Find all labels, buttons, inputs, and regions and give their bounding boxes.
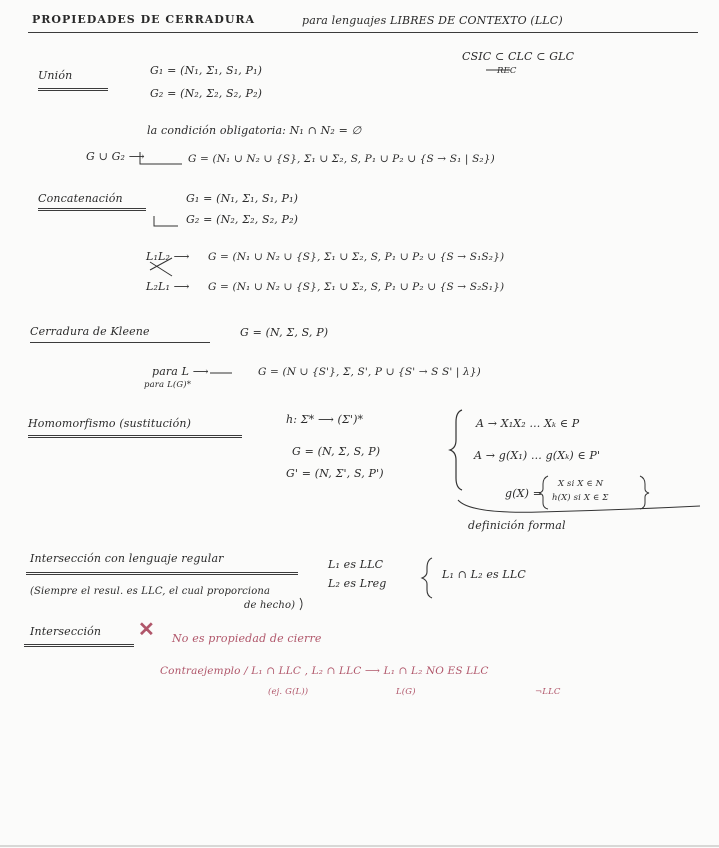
intersection-tag-1: (ej. G(L)) bbox=[268, 687, 309, 697]
union-condition: la condición obligatoria: N₁ ∩ N₂ = ∅ bbox=[147, 124, 362, 137]
intersection-not-property: No es propiedad de cierre bbox=[172, 632, 322, 645]
homomorphism-map: h: Σ* ⟶ (Σ')* bbox=[286, 413, 364, 426]
concatenation-grammar-2: G₂ = (N₂, Σ₂, S₂, P₂) bbox=[186, 213, 299, 226]
intersection-regular-l1: L₁ es LLC bbox=[328, 558, 384, 571]
kleene-grammar: G = (N, Σ, S, P) bbox=[240, 326, 329, 339]
homomorphism-grammar-1: G = (N, Σ, S, P) bbox=[292, 445, 381, 458]
class-relation-note: REC bbox=[497, 66, 517, 76]
concatenation-row2-prefix: L₂L₁ ⟶ bbox=[146, 280, 190, 293]
concatenation-underline bbox=[38, 208, 146, 211]
intersection-counterexample: Contraejemplo / L₁ ∩ LLC , L₂ ∩ LLC ⟶ L₁ ∩ L₂ NO ES LLC bbox=[160, 665, 489, 677]
concatenation-row2: G = (N₁ ∪ N₂ ∪ {S}, Σ₁ ∪ Σ₂, S, P₁ ∪ P₂ ∪ {S → S₂S₁}) bbox=[208, 281, 505, 293]
section-label-concatenation: Concatenación bbox=[38, 192, 123, 205]
concatenation-grammar-1: G₁ = (N₁, Σ₁, S₁, P₁) bbox=[186, 192, 299, 205]
kleene-result: G = (N ∪ {S'}, Σ, S', P ∪ {S' → S S' | λ}) bbox=[258, 366, 481, 378]
kleene-note: para L(G)* bbox=[144, 380, 192, 390]
intersection-regular-note-1: (Siempre el resul. es LLC, el cual proporciona bbox=[30, 586, 271, 597]
homomorphism-grammar-2: G' = (N, Σ', S, P') bbox=[286, 467, 384, 480]
union-result: G = (N₁ ∪ N₂ ∪ {S}, Σ₁ ∪ Σ₂, S, P₁ ∪ P₂ ∪ {S → S₁ | S₂}) bbox=[188, 153, 495, 165]
homomorphism-rule-1: A → X₁X₂ ... Xₖ ∈ P bbox=[476, 417, 580, 430]
page-subtitle: para lenguajes LIBRES DE CONTEXTO (LLC) bbox=[302, 14, 563, 27]
intersection-regular-underline bbox=[26, 572, 298, 575]
intersection-underline bbox=[24, 644, 134, 647]
homomorphism-def-case-1: X si X ∈ N bbox=[558, 479, 604, 489]
concatenation-row1: G = (N₁ ∪ N₂ ∪ {S}, Σ₁ ∪ Σ₂, S, P₁ ∪ P₂ ∪ {S → S₁S₂}) bbox=[208, 251, 505, 263]
intersection-regular-note-2: de hecho) bbox=[244, 600, 296, 611]
section-label-intersection-regular: Intersección con lenguaje regular bbox=[30, 552, 224, 565]
homomorphism-def-case-2: h(X) si X ∈ Σ bbox=[552, 493, 609, 503]
kleene-prefix: para L ⟶ bbox=[152, 365, 209, 378]
page-title: PROPIEDADES DE CERRADURA bbox=[32, 13, 256, 26]
section-label-intersection: Intersección bbox=[30, 625, 102, 638]
class-relation: CSIC ⊂ CLC ⊂ GLC bbox=[462, 50, 575, 63]
homomorphism-def-lhs: g(X) = bbox=[505, 487, 543, 500]
homomorphism-formal-note: definición formal bbox=[468, 519, 566, 532]
homomorphism-underline bbox=[28, 435, 242, 438]
intersection-tag-2: L(G) bbox=[396, 687, 416, 697]
intersection-tag-3: ¬LLC bbox=[535, 687, 561, 697]
section-label-kleene: Cerradura de Kleene bbox=[30, 325, 150, 338]
union-result-prefix: G ∪ G₂ ⟶ bbox=[86, 150, 145, 163]
section-label-union: Unión bbox=[38, 69, 73, 82]
cross-mark-icon: ✕ bbox=[138, 617, 155, 641]
union-grammar-1: G₁ = (N₁, Σ₁, S₁, P₁) bbox=[150, 64, 263, 77]
title-underline bbox=[28, 32, 698, 33]
concatenation-row1-prefix: L₁L₂ ⟶ bbox=[146, 250, 190, 263]
intersection-regular-result: L₁ ∩ L₂ es LLC bbox=[442, 568, 526, 581]
union-underline bbox=[38, 88, 108, 91]
union-grammar-2: G₂ = (N₂, Σ₂, S₂, P₂) bbox=[150, 87, 263, 100]
section-label-homomorphism: Homomorfismo (sustitución) bbox=[28, 417, 192, 430]
intersection-regular-l2: L₂ es Lreg bbox=[328, 577, 387, 590]
homomorphism-rule-2: A → g(X₁) ... g(Xₖ) ∈ P' bbox=[474, 449, 601, 462]
kleene-underline bbox=[30, 342, 210, 343]
